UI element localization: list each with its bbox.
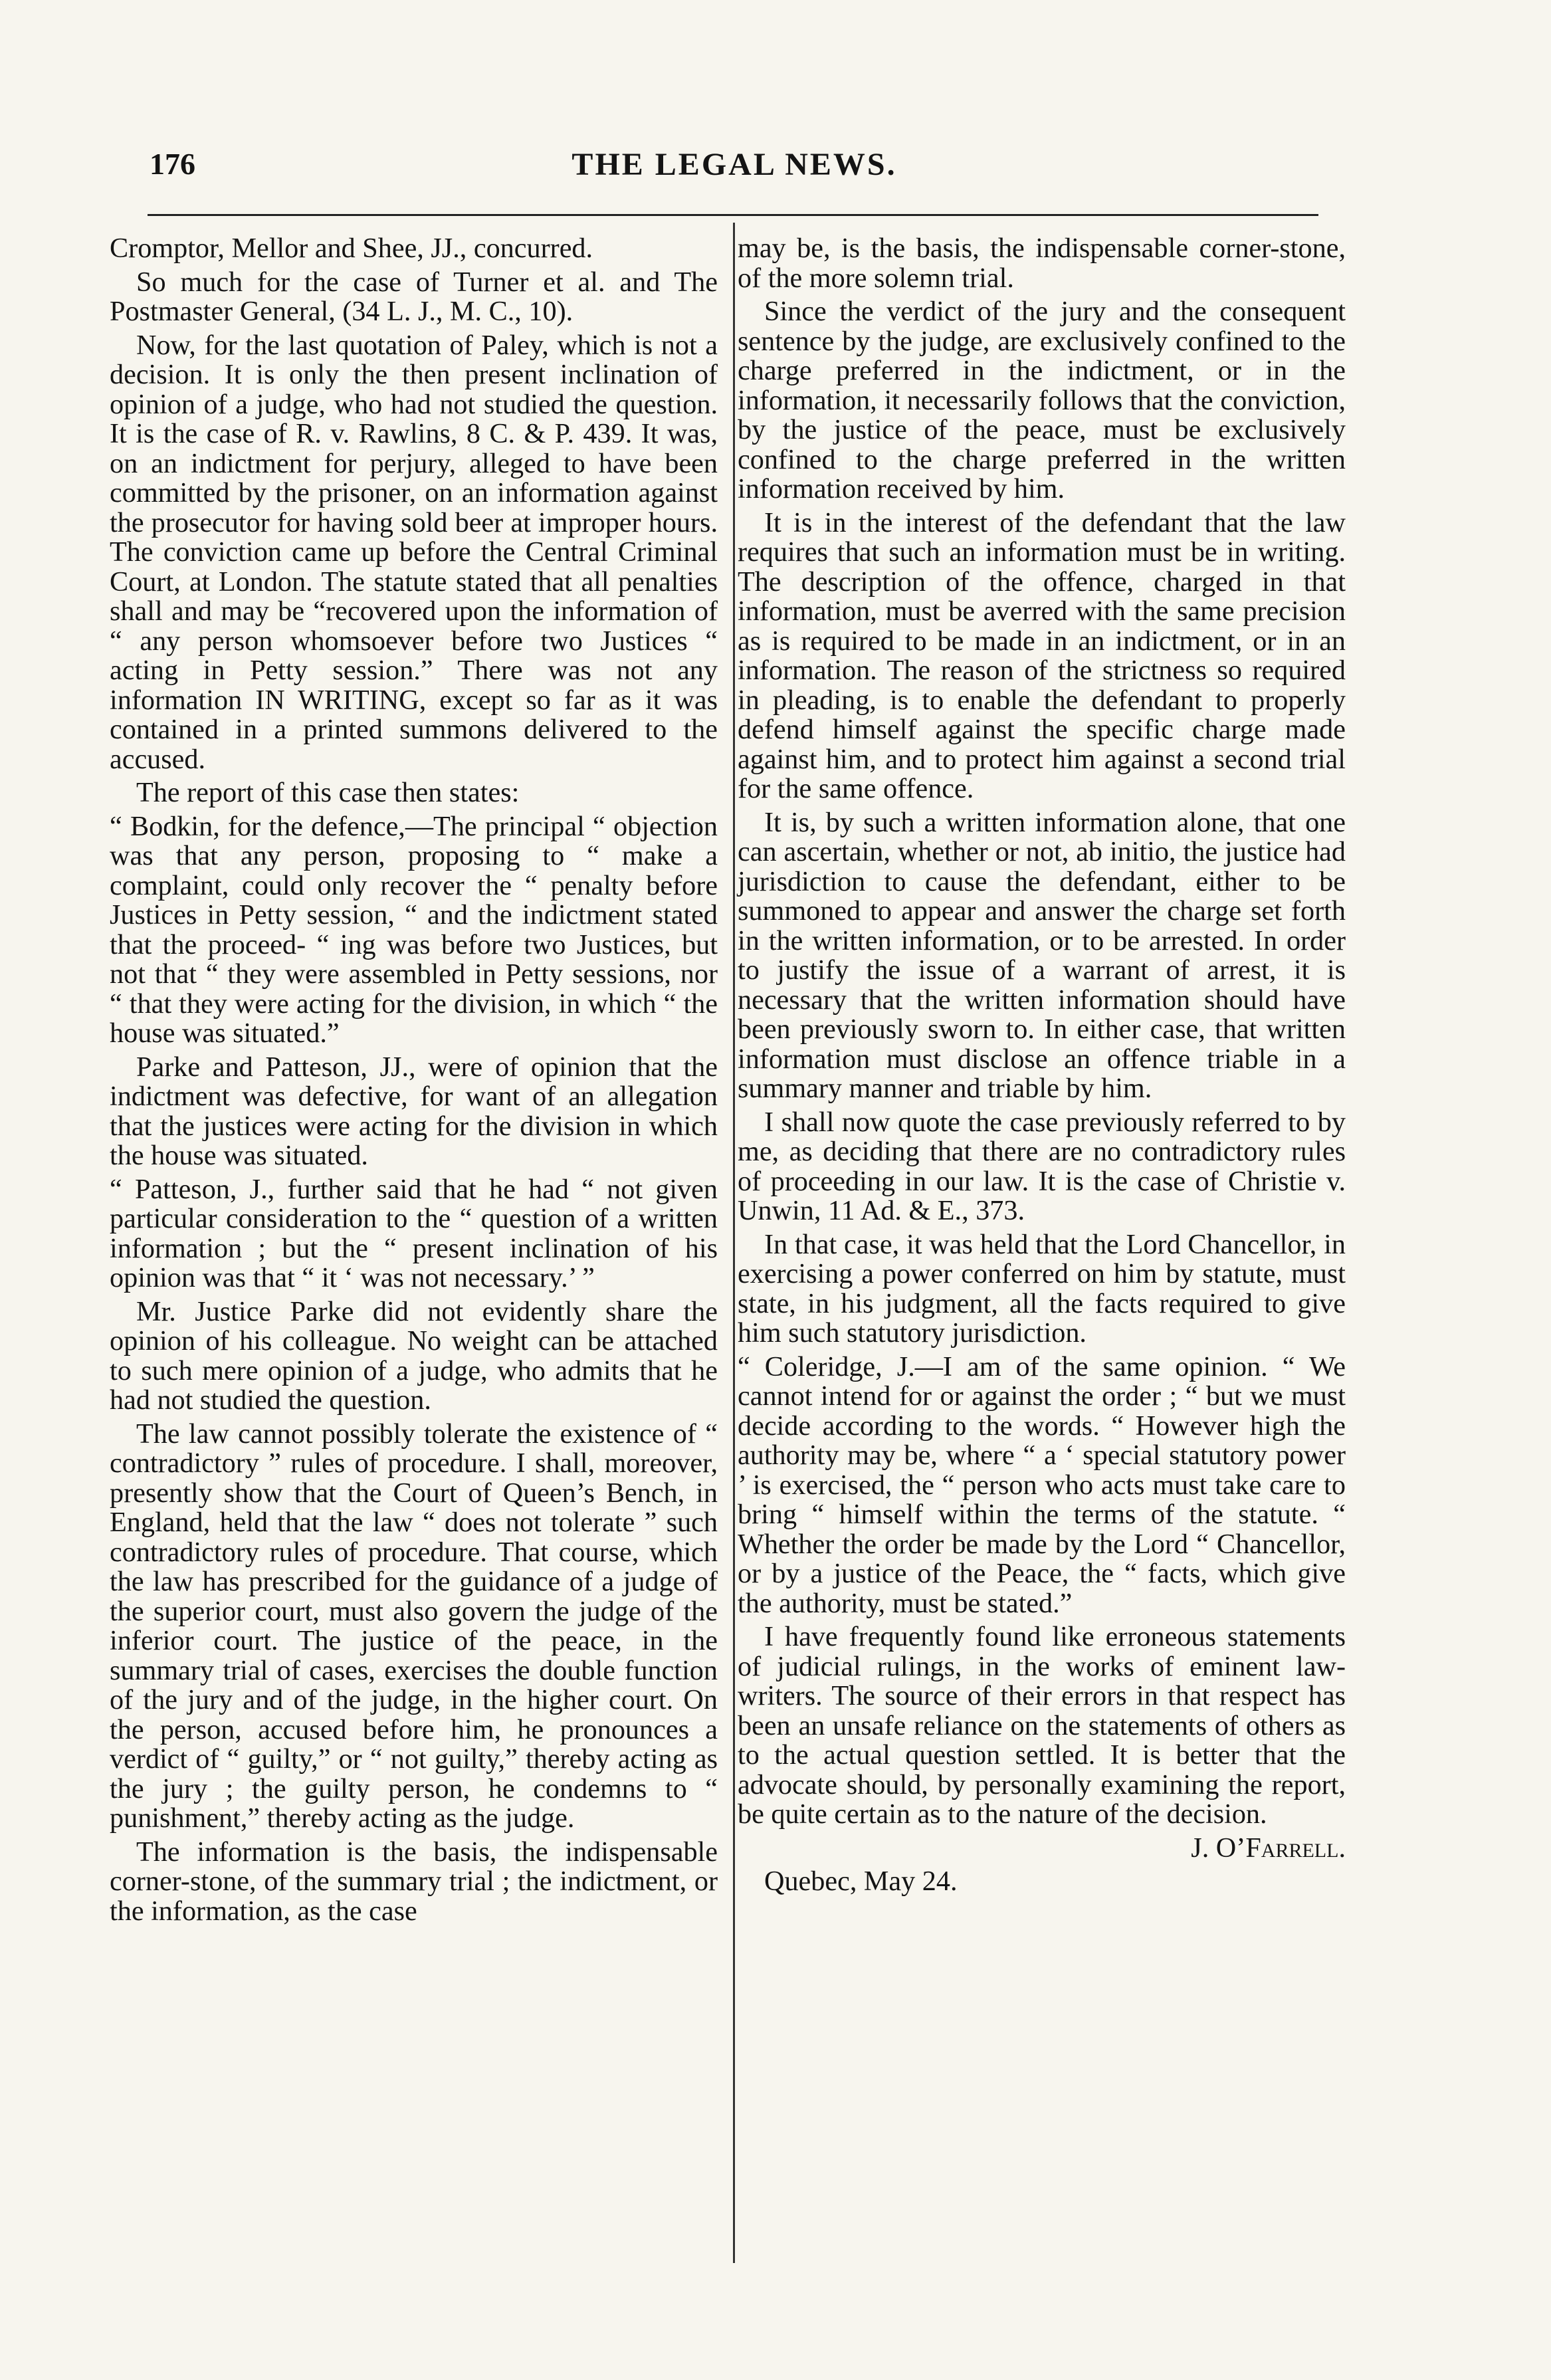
- paragraph: Parke and Patteson, JJ., were of opinion that the indictment was defective, for want of an allegation that the justices were acting for the division in which the house was situated.: [110, 1051, 718, 1171]
- dateline: Quebec, May 24.: [764, 1866, 958, 1897]
- paragraph: Now, for the last quotation of Paley, which is not a decision. It is only the then present inclination of opinion of a judge, who had not studied the question. It is the case of R. v. Rawlins, 8 C. & P. 439. It was, on an indictment for perjury, alleged to have been committed by the prisoner, on an information against the prosecutor for having sold beer at improper hours. The conviction came up before the Central Criminal Court, at London. The statute stated that all penalties shall and may be “recovered upon the information of “ any person whomsoever before two Justices “ acting in Petty session.” There was not any information IN WRITING, except so far as it was contained in a printed summons delivered to the accused.: [110, 329, 718, 775]
- paragraph: The report of this case then states:: [136, 777, 520, 808]
- right-column: [738, 234, 1346, 1901]
- header-rule: [148, 214, 1318, 216]
- paragraph: Cromptor, Mellor and Shee, JJ., concurred.: [110, 233, 593, 264]
- paragraph: So much for the case of Turner et al. and The Postmaster General, (34 L. J., M. C., 10).: [110, 266, 718, 327]
- paragraph: The law cannot possibly tolerate the existence of “ contradictory ” rules of procedure. I shall, moreover, presently show that the Court of Queen’s Bench, in England, held that the law “ does not tolerate ” such contradictory rules of procedure. That course, which the law has prescribed for the guidance of a judge of the superior court, must also govern the judge of the inferior court. The justice of the peace, in the summary trial of cases, exercises the double function of the jury and of the judge, in the higher court. On the person, accused before him, he pronounces a verdict of “ guilty,” or “ not guilty,” thereby acting as the jury ; the guilty person, he condemns to “ punishment,” thereby acting as the judge.: [110, 1418, 718, 1834]
- paragraph: may be, is the basis, the indispensable corner-stone, of the more solemn trial.: [738, 233, 1346, 294]
- paragraph: Mr. Justice Parke did not evidently share the opinion of his colleague. No weight can be attached to such mere opinion of a judge, who admits that he had not studied the question.: [110, 1295, 718, 1416]
- left-column: [110, 234, 718, 1930]
- running-title: THE LEGAL NEWS.: [571, 147, 897, 182]
- paragraph: Since the verdict of the jury and the consequent sentence by the judge, are exclusively confined to the charge preferred in the indictment, or in the information, it necessarily follows that the conviction, by the justice of the peace, must be exclusively confined to the charge preferred in the written information received by him.: [738, 296, 1346, 504]
- column-divider: [733, 223, 735, 2263]
- signature-name: J. O’Farrell.: [1191, 1832, 1346, 1864]
- page-number: 176: [150, 147, 195, 181]
- quotation: “ Bodkin, for the defence,—The principal “ objection was that any person, proposing to “ make a complaint, could only recover the “ penalty before Justices in Petty session, “ and the indictment stated that the proceed- “ ing was before two Justices, but not that “ they were assembled in Petty sessions, nor “ that they were acting for the division, in which “ the house was situated.”: [110, 810, 718, 1049]
- paragraph: It is in the interest of the defendant that the law requires that such an information must be in writing. The description of the offence, charged in that information, must be averred with the same precision as is required to be made in an indictment, or in an information. The reason of the strictness so required in pleading, is to enable the defendant to properly defend himself against the specific charge made against him, and to protect him against a second trial for the same offence.: [738, 506, 1346, 804]
- signature: [738, 1834, 1346, 1864]
- page-header: [150, 146, 1319, 193]
- paragraph: It is, by such a written information alone, that one can ascertain, whether or not, ab initio, the justice had jurisdiction to cause the defendant, either to be summoned to appear and answer the charge set forth in the written information, or to be arrested. In order to justify the issue of a warrant of arrest, it is necessary that the written information should have been previously sworn to. In either case, that written information must disclose an offence triable in a summary manner and triable by him.: [738, 806, 1346, 1104]
- paragraph: I have frequently found like erroneous statements of judicial rulings, in the works of eminent law-writers. The source of their errors in that respect has been an unsafe reliance on the statements of others as to the actual question settled. It is better that the advocate should, by personally examining the report, be quite certain as to the nature of the decision.: [738, 1621, 1346, 1830]
- paragraph: The information is the basis, the indispensable corner-stone, of the summary trial ; the indictment, or the information, as the case: [110, 1836, 718, 1927]
- paragraph: I shall now quote the case previously referred to by me, as deciding that there are no contradictory rules of proceeding in our law. It is the case of Christie v. Unwin, 11 Ad. & E., 373.: [738, 1106, 1346, 1226]
- quotation: “ Coleridge, J.—I am of the same opinion. “ We cannot intend for or against the order ; “ but we must decide according to the words. “ However high the authority may be, where “ a ‘ special statutory power ’ is exercised, the “ person who acts must take care to bring “ himself within the terms of the statute. “ Whether the order be made by the Lord “ Chancellor, or by a justice of the Peace, the “ facts, which give the authority, must be stated.”: [738, 1351, 1346, 1619]
- quotation: “ Patteson, J., further said that he had “ not given particular consideration to the “ question of a written information ; but the “ present inclination of his opinion was that “ it ‘ was not necessary.’ ”: [110, 1173, 718, 1293]
- paragraph: In that case, it was held that the Lord Chancellor, in exercising a power conferred on him by statute, must state, in his judgment, all the facts required to give him such statutory jurisdiction.: [738, 1228, 1346, 1349]
